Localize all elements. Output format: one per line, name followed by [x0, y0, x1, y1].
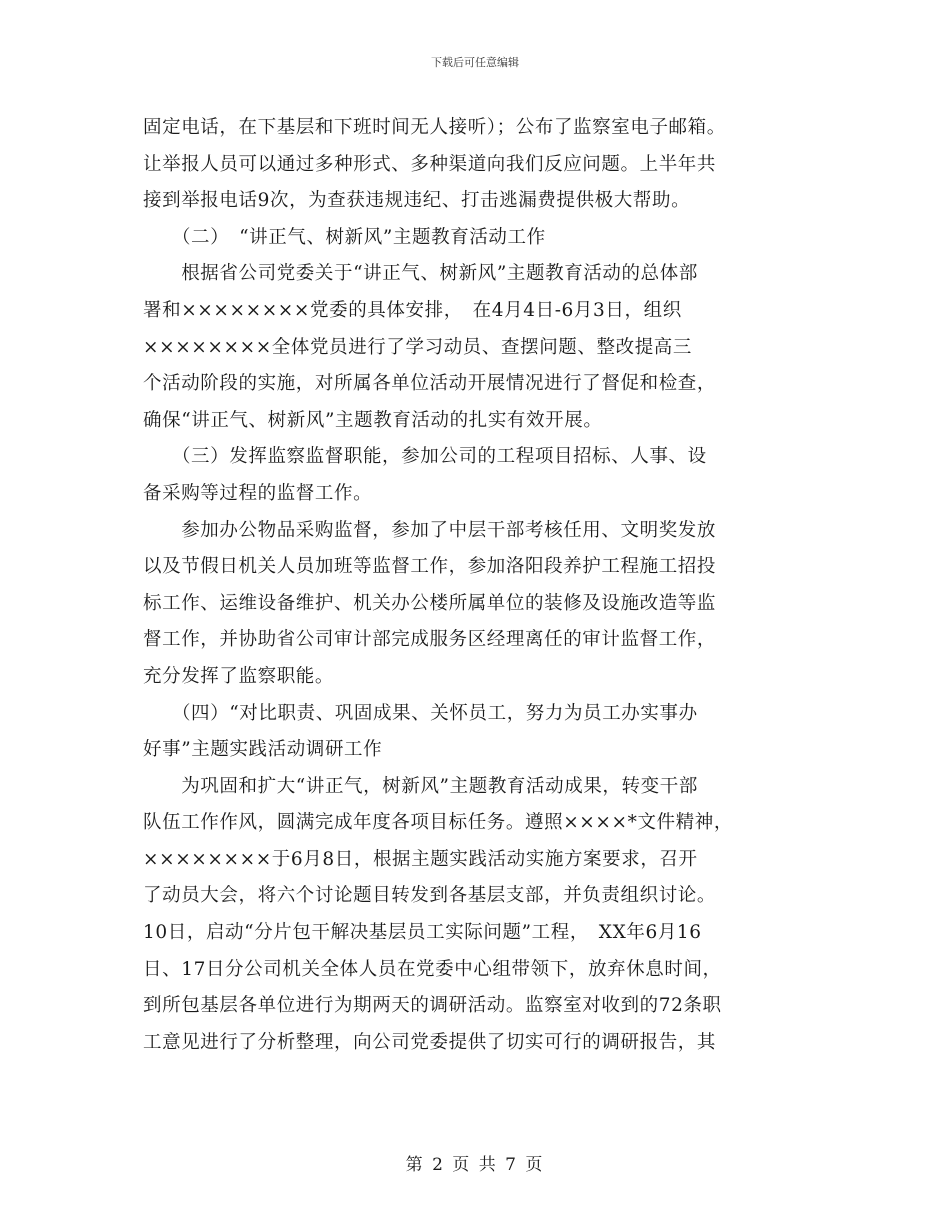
text-line: 充分发挥了监察职能。	[143, 665, 335, 687]
text-line: 工意见进行了分析整理，向公司党委提供了切实可行的调研报告，其	[143, 1031, 717, 1053]
text-line: 队伍工作作风，圆满完成年度各项目标任务。遵照××××*文件精神，	[143, 812, 733, 834]
page-header: 下载后可任意编辑	[431, 56, 519, 69]
section-heading-2: （二） “讲正气、树新风”主题教育活动工作	[143, 226, 546, 248]
section-heading-4: （四）“对比职责、巩固成果、关怀员工，努力为员工办实事办	[143, 702, 698, 724]
text-line: 了动员大会，将六个讨论题目转发到各基层支部，并负责组织讨论。	[143, 885, 717, 907]
page-number-footer: 第 2 页 共 7 页	[405, 1155, 545, 1175]
text-line: 标工作、运维设备维护、机关办公楼所属单位的装修及设施改造等监	[143, 592, 717, 614]
text-line: 署和××××××××党委的具体安排， 在4月4日-6月3日，组织	[143, 299, 682, 321]
text-line: 为巩固和扩大“讲正气，树新风”主题教育活动成果，转变干部	[143, 775, 698, 797]
text-line: ××××××××于6月8日，根据主题实践活动实施方案要求，召开	[143, 848, 698, 870]
text-line: 确保“讲正气、树新风”主题教育活动的扎实有效开展。	[143, 409, 603, 431]
text-line: ××××××××全体党员进行了学习动员、查摆问题、整改提高三	[143, 336, 693, 358]
text-line: 日、17日分公司机关全体人员在党委中心组带领下，放弃休息时间，	[143, 958, 722, 980]
section-heading-3: （三）发挥监察监督职能，参加公司的工程项目招标、人事、设	[143, 446, 707, 468]
text-line: 督工作，并协助省公司审计部完成服务区经理离任的审计监督工作，	[143, 629, 717, 651]
text-line: 固定电话，在下基层和下班时间无人接听）；公布了监察室电子邮箱。	[143, 117, 726, 138]
text-line: 个活动阶段的实施，对所属各单位活动开展情况进行了督促和检查，	[143, 373, 717, 395]
text-line: 备采购等过程的监督工作。	[143, 482, 373, 504]
text-line: 10日，启动“分片包干解决基层员工实际问题”工程， XX年6月16	[143, 922, 702, 944]
text-line: 接到举报电话9次，为查获违规违纪、打击逃漏费提供极大帮助。	[143, 190, 691, 212]
text-line: 以及节假日机关人员加班等监督工作，参加洛阳段养护工程施工招投	[143, 556, 717, 578]
text-line: 让举报人员可以通过多种形式、多种渠道向我们反应问题。上半年共	[143, 153, 717, 175]
text-line: 到所包基层各单位进行为期两天的调研活动。监察室对收到的72条职	[143, 995, 722, 1017]
text-line: 根据省公司党委关于“讲正气、树新风”主题教育活动的总体部	[143, 263, 698, 285]
text-line: 好事”主题实践活动调研工作	[143, 739, 383, 761]
document-body	[143, 110, 808, 1061]
text-line: 参加办公物品采购监督，参加了中层干部考核任用、文明奖发放	[143, 519, 717, 541]
